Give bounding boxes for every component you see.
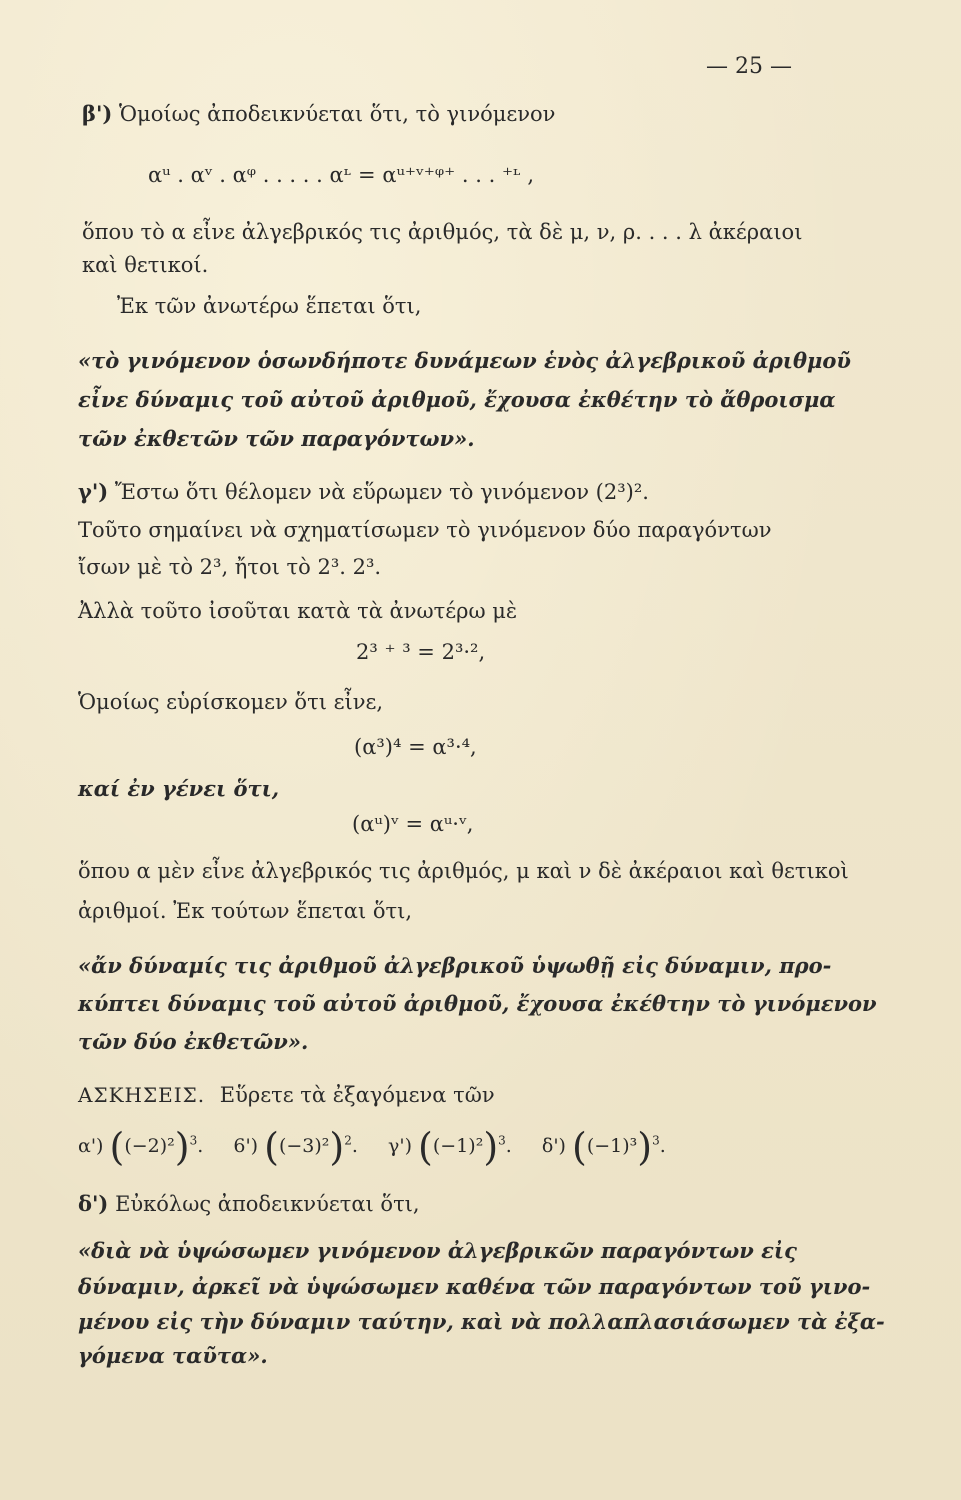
section-c-line-3: ἴσων μὲ τὸ 2³, ἤτοι τὸ 2³. 2³. (78, 555, 382, 579)
exercise-list (78, 1125, 666, 1169)
section-d-intro: Εὐκόλως ἀποδεικνύεται ὅτι, (115, 1192, 420, 1216)
section-c-line-7: ὅπου α μὲν εἶνε ἀλγεβρικός τις ἀριθμός, μ καὶ ν δὲ ἀκέραιοι καὶ θετικοὶ (78, 859, 849, 883)
section-b-rule-1: «τὸ γινόμενον ὁσωνδήποτε δυνάμεων ἑνὸς ἀλγεβρικοῦ ἀριθμοῦ (78, 348, 851, 373)
section-c-text-1: Ἔστω ὅτι θέλομεν νὰ εὕρωμεν τὸ γινόμενον (2³)². (114, 480, 649, 504)
section-c-line-6: καί ἐν γένει ὅτι, (78, 776, 280, 801)
exercise-item: δ') $((-1)^3)^3$. (541, 1125, 666, 1169)
equation-1: 2³ ⁺ ³ = 2³·², (356, 640, 486, 664)
section-b-rule-3: τῶν ἐκθετῶν τῶν παραγόντων». (78, 426, 475, 451)
section-c-line-1 (78, 481, 649, 503)
equation-2: (α³)⁴ = α³·⁴, (354, 735, 477, 759)
section-c-line-2: Τοῦτο σημαίνει νὰ σχηματίσωμεν τὸ γινόμενον δύο παραγόντων (78, 518, 772, 542)
exercises-header (78, 1085, 495, 1106)
page-number: — 25 — (706, 54, 792, 79)
section-c-line-8: ἀριθμοί. Ἐκ τούτων ἕπεται ὅτι, (78, 899, 413, 923)
section-c-rule-3: τῶν δύο ἐκθετῶν». (78, 1029, 309, 1054)
section-d-marker: δ') (78, 1191, 109, 1216)
section-b-heading (82, 103, 555, 125)
exercises-heading: ΑΣΚΗΣΕΙΣ. (78, 1083, 206, 1107)
section-d-rule-4: γόμενα ταῦτα». (78, 1343, 268, 1368)
section-c-line-4: Ἀλλὰ τοῦτο ἰσοῦται κατὰ τὰ ἀνωτέρω μὲ (78, 599, 518, 623)
equation-3: (αᵘ)ᵛ = αᵘ·ᵛ, (352, 812, 474, 836)
section-b-follows: Ἐκ τῶν ἀνωτέρω ἕπεται ὅτι, (117, 294, 422, 318)
section-b-formula: αᵘ . αᵛ . αᵠ . . . . . αᶫ = αᵘ⁺ᵛ⁺ᵠ⁺ . . . ⁺ᶫ , (148, 163, 535, 187)
section-c-marker: γ') (78, 479, 109, 504)
section-b-intro: Ὁμοίως ἀποδεικνύεται ὅτι, τὸ γινόμενον (119, 102, 556, 126)
section-c-rule-2: κύπτει δύναμις τοῦ αὐτοῦ ἀριθμοῦ, ἔχουσα ἐκέθτην τὸ γινόμενον (78, 991, 877, 1016)
exercise-item: α') $((-2)^2)^3$. (78, 1125, 210, 1169)
section-d-rule-2: δύναμιν, ἀρκεῖ νὰ ὑψώσωμεν καθένα τῶν παραγόντων τοῦ γινο- (78, 1274, 871, 1299)
section-d-heading (78, 1193, 420, 1215)
section-d-rule-1: «διὰ νὰ ὑψώσωμεν γινόμενον ἀλγεβρικῶν παραγόντων εἰς (78, 1238, 797, 1263)
exercises-text: Εὕρετε τὰ ἐξαγόμενα τῶν (219, 1083, 495, 1107)
section-b-where-1: ὅπου τὸ α εἶνε ἀλγεβρικός τις ἀριθμός, τὰ δὲ μ, ν, ρ. . . . λ ἀκέραιοι (82, 220, 803, 244)
section-b-marker: β') (82, 101, 113, 126)
section-b-where-2: καὶ θετικοί. (82, 253, 209, 277)
section-b-rule-2: εἶνε δύναμις τοῦ αὐτοῦ ἀριθμοῦ, ἔχουσα ἐκθέτην τὸ ἄθροισμα (78, 387, 836, 412)
section-d-rule-3: μένου εἰς τὴν δύναμιν ταύτην, καὶ νὰ πολλαπλασιάσωμεν τὰ ἐξα- (78, 1309, 885, 1334)
section-c-line-5: Ὁμοίως εὑρίσκομεν ὅτι εἶνε, (78, 690, 384, 714)
exercise-item: 6') $((-3)^2)^2$. (233, 1125, 364, 1169)
section-c-rule-1: «ἄν δύναμίς τις ἀριθμοῦ ἀλγεβρικοῦ ὑψωθῇ εἰς δύναμιν, προ- (78, 953, 832, 978)
exercise-item: γ') $((-1)^2)^3$. (387, 1125, 518, 1169)
